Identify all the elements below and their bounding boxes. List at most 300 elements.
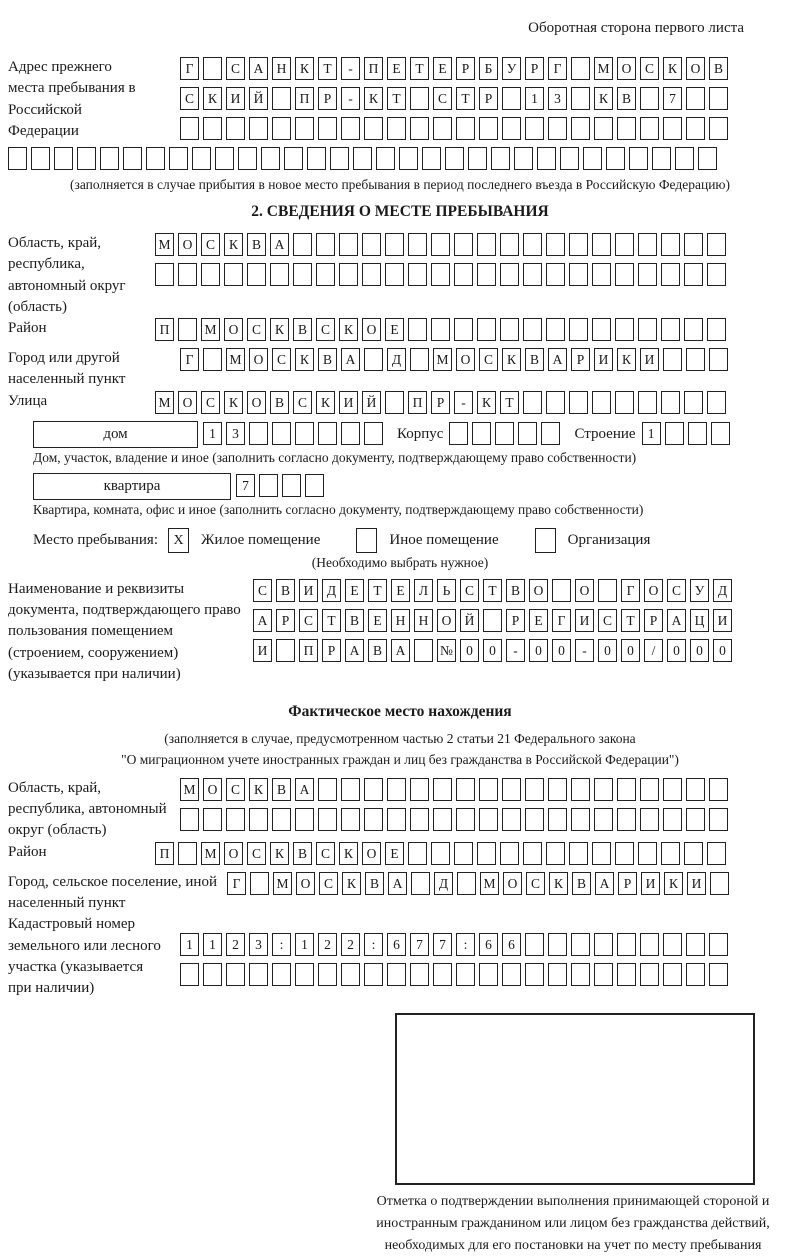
char-cell[interactable]: [548, 778, 567, 801]
char-cell[interactable]: [661, 318, 680, 341]
char-cell[interactable]: [615, 233, 634, 256]
char-cell[interactable]: [537, 147, 556, 170]
char-cell[interactable]: :: [456, 933, 475, 956]
char-cell[interactable]: В: [272, 778, 291, 801]
char-cell[interactable]: [684, 263, 703, 286]
char-cell[interactable]: Л: [414, 579, 433, 602]
char-cell[interactable]: [686, 778, 705, 801]
char-cell[interactable]: А: [391, 639, 410, 662]
char-cell[interactable]: [675, 147, 694, 170]
char-cell[interactable]: [203, 117, 222, 140]
char-cell[interactable]: А: [341, 348, 360, 371]
char-cell[interactable]: [387, 808, 406, 831]
char-cell[interactable]: Г: [548, 57, 567, 80]
checkbox-zhiloe[interactable]: X: [168, 528, 189, 553]
char-cell[interactable]: [661, 842, 680, 865]
char-cell[interactable]: :: [272, 933, 291, 956]
char-cell[interactable]: О: [362, 842, 381, 865]
char-cell[interactable]: К: [594, 87, 613, 110]
char-cell[interactable]: Г: [621, 579, 640, 602]
char-cell[interactable]: [318, 117, 337, 140]
char-cell[interactable]: О: [617, 57, 636, 80]
char-cell[interactable]: [548, 963, 567, 986]
char-cell[interactable]: С: [299, 609, 318, 632]
char-cell[interactable]: [707, 233, 726, 256]
char-cell[interactable]: Р: [506, 609, 525, 632]
char-cell[interactable]: [433, 778, 452, 801]
char-cell[interactable]: К: [270, 318, 289, 341]
char-cell[interactable]: М: [155, 391, 174, 414]
char-cell[interactable]: [523, 391, 542, 414]
char-cell[interactable]: 0: [667, 639, 686, 662]
char-cell[interactable]: [598, 579, 617, 602]
char-cell[interactable]: [640, 808, 659, 831]
char-cell[interactable]: [362, 263, 381, 286]
char-cell[interactable]: С: [598, 609, 617, 632]
char-cell[interactable]: [477, 842, 496, 865]
char-cell[interactable]: Д: [387, 348, 406, 371]
char-cell[interactable]: [249, 963, 268, 986]
char-cell[interactable]: К: [339, 842, 358, 865]
char-cell[interactable]: [652, 147, 671, 170]
char-cell[interactable]: [155, 263, 174, 286]
char-cell[interactable]: [284, 147, 303, 170]
char-cell[interactable]: [617, 778, 636, 801]
char-cell[interactable]: В: [506, 579, 525, 602]
char-cell[interactable]: Е: [529, 609, 548, 632]
char-cell[interactable]: Н: [391, 609, 410, 632]
char-cell[interactable]: 0: [483, 639, 502, 662]
char-cell[interactable]: 0: [460, 639, 479, 662]
char-cell[interactable]: 0: [529, 639, 548, 662]
char-cell[interactable]: [410, 117, 429, 140]
char-cell[interactable]: [617, 808, 636, 831]
char-cell[interactable]: В: [345, 609, 364, 632]
char-cell[interactable]: [385, 233, 404, 256]
char-cell[interactable]: [709, 348, 728, 371]
char-cell[interactable]: Д: [713, 579, 732, 602]
char-cell[interactable]: И: [641, 872, 660, 895]
char-cell[interactable]: [364, 778, 383, 801]
char-cell[interactable]: [276, 639, 295, 662]
char-cell[interactable]: [146, 147, 165, 170]
char-cell[interactable]: [663, 963, 682, 986]
char-cell[interactable]: [261, 147, 280, 170]
char-cell[interactable]: М: [180, 778, 199, 801]
char-cell[interactable]: [571, 778, 590, 801]
char-cell[interactable]: [686, 87, 705, 110]
char-cell[interactable]: [410, 348, 429, 371]
char-cell[interactable]: [638, 318, 657, 341]
char-cell[interactable]: [518, 422, 537, 445]
char-cell[interactable]: О: [529, 579, 548, 602]
char-cell[interactable]: [385, 263, 404, 286]
char-cell[interactable]: [364, 348, 383, 371]
char-cell[interactable]: [305, 474, 324, 497]
char-cell[interactable]: [571, 933, 590, 956]
char-cell[interactable]: В: [525, 348, 544, 371]
char-cell[interactable]: Е: [433, 57, 452, 80]
char-cell[interactable]: К: [339, 318, 358, 341]
char-cell[interactable]: [362, 233, 381, 256]
char-cell[interactable]: Й: [249, 87, 268, 110]
char-cell[interactable]: [431, 318, 450, 341]
char-cell[interactable]: [546, 842, 565, 865]
char-cell[interactable]: [707, 263, 726, 286]
char-cell[interactable]: [638, 842, 657, 865]
char-cell[interactable]: [226, 808, 245, 831]
char-cell[interactable]: 7: [236, 474, 255, 497]
char-cell[interactable]: О: [203, 778, 222, 801]
char-cell[interactable]: 3: [249, 933, 268, 956]
char-cell[interactable]: [272, 422, 291, 445]
char-cell[interactable]: [364, 963, 383, 986]
char-cell[interactable]: П: [295, 87, 314, 110]
char-cell[interactable]: [592, 391, 611, 414]
char-cell[interactable]: А: [388, 872, 407, 895]
char-cell[interactable]: [709, 778, 728, 801]
char-cell[interactable]: [640, 87, 659, 110]
char-cell[interactable]: [445, 147, 464, 170]
char-cell[interactable]: П: [364, 57, 383, 80]
char-cell[interactable]: [640, 933, 659, 956]
char-cell[interactable]: И: [575, 609, 594, 632]
char-cell[interactable]: [525, 778, 544, 801]
char-cell[interactable]: 7: [663, 87, 682, 110]
char-cell[interactable]: [548, 117, 567, 140]
char-cell[interactable]: [594, 778, 613, 801]
char-cell[interactable]: [502, 808, 521, 831]
char-cell[interactable]: 1: [203, 933, 222, 956]
char-cell[interactable]: [414, 639, 433, 662]
char-cell[interactable]: [592, 318, 611, 341]
char-cell[interactable]: [364, 422, 383, 445]
char-cell[interactable]: 0: [598, 639, 617, 662]
char-cell[interactable]: [169, 147, 188, 170]
char-cell[interactable]: Р: [479, 87, 498, 110]
char-cell[interactable]: [688, 422, 707, 445]
char-cell[interactable]: Т: [456, 87, 475, 110]
char-cell[interactable]: К: [295, 57, 314, 80]
char-cell[interactable]: С: [201, 233, 220, 256]
char-cell[interactable]: [270, 263, 289, 286]
char-cell[interactable]: [411, 872, 430, 895]
char-cell[interactable]: С: [319, 872, 338, 895]
char-cell[interactable]: Е: [385, 318, 404, 341]
char-cell[interactable]: [341, 963, 360, 986]
char-cell[interactable]: А: [345, 639, 364, 662]
char-cell[interactable]: [615, 391, 634, 414]
char-cell[interactable]: С: [226, 57, 245, 80]
char-cell[interactable]: [341, 778, 360, 801]
char-cell[interactable]: О: [456, 348, 475, 371]
char-cell[interactable]: М: [594, 57, 613, 80]
char-cell[interactable]: [295, 963, 314, 986]
char-cell[interactable]: -: [506, 639, 525, 662]
char-cell[interactable]: [224, 263, 243, 286]
char-cell[interactable]: [431, 263, 450, 286]
char-cell[interactable]: К: [663, 57, 682, 80]
char-cell[interactable]: Б: [479, 57, 498, 80]
char-cell[interactable]: [525, 808, 544, 831]
char-cell[interactable]: 2: [341, 933, 360, 956]
char-cell[interactable]: [477, 233, 496, 256]
char-cell[interactable]: [226, 963, 245, 986]
char-cell[interactable]: [665, 422, 684, 445]
char-cell[interactable]: [477, 263, 496, 286]
char-cell[interactable]: [178, 263, 197, 286]
char-cell[interactable]: [640, 778, 659, 801]
char-cell[interactable]: Р: [318, 87, 337, 110]
char-cell[interactable]: [569, 391, 588, 414]
char-cell[interactable]: И: [594, 348, 613, 371]
char-cell[interactable]: [54, 147, 73, 170]
char-cell[interactable]: [707, 318, 726, 341]
char-cell[interactable]: [178, 842, 197, 865]
char-cell[interactable]: Ь: [437, 579, 456, 602]
char-cell[interactable]: [180, 117, 199, 140]
char-cell[interactable]: [709, 933, 728, 956]
char-cell[interactable]: [364, 808, 383, 831]
char-cell[interactable]: [617, 117, 636, 140]
char-cell[interactable]: [663, 117, 682, 140]
char-cell[interactable]: К: [502, 348, 521, 371]
char-cell[interactable]: С: [526, 872, 545, 895]
char-cell[interactable]: [546, 263, 565, 286]
char-cell[interactable]: [523, 318, 542, 341]
char-cell[interactable]: Н: [272, 57, 291, 80]
char-cell[interactable]: О: [249, 348, 268, 371]
char-cell[interactable]: И: [713, 609, 732, 632]
char-cell[interactable]: 2: [318, 933, 337, 956]
char-cell[interactable]: [571, 808, 590, 831]
char-cell[interactable]: [640, 117, 659, 140]
char-cell[interactable]: [192, 147, 211, 170]
char-cell[interactable]: К: [342, 872, 361, 895]
char-cell[interactable]: [502, 87, 521, 110]
char-cell[interactable]: М: [226, 348, 245, 371]
char-cell[interactable]: 7: [410, 933, 429, 956]
char-cell[interactable]: [454, 263, 473, 286]
char-cell[interactable]: [203, 348, 222, 371]
char-cell[interactable]: [523, 842, 542, 865]
char-cell[interactable]: [250, 872, 269, 895]
char-cell[interactable]: [341, 117, 360, 140]
char-cell[interactable]: В: [247, 233, 266, 256]
char-cell[interactable]: О: [247, 391, 266, 414]
char-cell[interactable]: А: [270, 233, 289, 256]
char-cell[interactable]: В: [368, 639, 387, 662]
char-cell[interactable]: К: [664, 872, 683, 895]
char-cell[interactable]: [709, 87, 728, 110]
char-cell[interactable]: [571, 57, 590, 80]
char-cell[interactable]: [387, 963, 406, 986]
char-cell[interactable]: И: [253, 639, 272, 662]
char-cell[interactable]: Т: [410, 57, 429, 80]
char-cell[interactable]: О: [296, 872, 315, 895]
char-cell[interactable]: К: [249, 778, 268, 801]
char-cell[interactable]: [247, 263, 266, 286]
char-cell[interactable]: [454, 842, 473, 865]
char-cell[interactable]: П: [299, 639, 318, 662]
char-cell[interactable]: Е: [345, 579, 364, 602]
char-cell[interactable]: [410, 808, 429, 831]
char-cell[interactable]: [502, 117, 521, 140]
char-cell[interactable]: [341, 808, 360, 831]
char-cell[interactable]: [552, 579, 571, 602]
char-cell[interactable]: [203, 963, 222, 986]
char-cell[interactable]: [663, 778, 682, 801]
char-cell[interactable]: 0: [552, 639, 571, 662]
char-cell[interactable]: [272, 963, 291, 986]
char-cell[interactable]: В: [318, 348, 337, 371]
char-cell[interactable]: [661, 263, 680, 286]
char-cell[interactable]: [500, 842, 519, 865]
char-cell[interactable]: [364, 117, 383, 140]
char-cell[interactable]: П: [408, 391, 427, 414]
char-cell[interactable]: [663, 933, 682, 956]
char-cell[interactable]: О: [178, 233, 197, 256]
char-cell[interactable]: [709, 963, 728, 986]
char-cell[interactable]: 6: [502, 933, 521, 956]
char-cell[interactable]: Р: [644, 609, 663, 632]
char-cell[interactable]: [238, 147, 257, 170]
char-cell[interactable]: [686, 348, 705, 371]
char-cell[interactable]: [410, 778, 429, 801]
char-cell[interactable]: [456, 117, 475, 140]
char-cell[interactable]: [500, 263, 519, 286]
char-cell[interactable]: [686, 933, 705, 956]
char-cell[interactable]: О: [224, 318, 243, 341]
char-cell[interactable]: [282, 474, 301, 497]
char-cell[interactable]: К: [617, 348, 636, 371]
char-cell[interactable]: П: [155, 318, 174, 341]
char-cell[interactable]: [560, 147, 579, 170]
char-cell[interactable]: [514, 147, 533, 170]
char-cell[interactable]: [410, 87, 429, 110]
char-cell[interactable]: И: [640, 348, 659, 371]
char-cell[interactable]: [546, 391, 565, 414]
char-cell[interactable]: В: [293, 842, 312, 865]
char-cell[interactable]: Т: [621, 609, 640, 632]
char-cell[interactable]: 6: [387, 933, 406, 956]
char-cell[interactable]: [710, 872, 729, 895]
char-cell[interactable]: [203, 808, 222, 831]
char-cell[interactable]: [583, 147, 602, 170]
char-cell[interactable]: [606, 147, 625, 170]
char-cell[interactable]: [295, 808, 314, 831]
char-cell[interactable]: [569, 318, 588, 341]
char-cell[interactable]: [272, 87, 291, 110]
char-cell[interactable]: [431, 842, 450, 865]
char-cell[interactable]: К: [477, 391, 496, 414]
char-cell[interactable]: [709, 117, 728, 140]
char-cell[interactable]: [123, 147, 142, 170]
char-cell[interactable]: [295, 117, 314, 140]
char-cell[interactable]: О: [224, 842, 243, 865]
char-cell[interactable]: 7: [433, 933, 452, 956]
char-cell[interactable]: [307, 147, 326, 170]
char-cell[interactable]: [456, 963, 475, 986]
char-cell[interactable]: [215, 147, 234, 170]
char-cell[interactable]: К: [316, 391, 335, 414]
char-cell[interactable]: [431, 233, 450, 256]
char-cell[interactable]: Р: [431, 391, 450, 414]
char-cell[interactable]: [318, 963, 337, 986]
char-cell[interactable]: [569, 263, 588, 286]
char-cell[interactable]: У: [502, 57, 521, 80]
char-cell[interactable]: С: [272, 348, 291, 371]
char-cell[interactable]: 1: [203, 422, 222, 445]
char-cell[interactable]: [385, 391, 404, 414]
char-cell[interactable]: В: [365, 872, 384, 895]
char-cell[interactable]: [449, 422, 468, 445]
char-cell[interactable]: С: [180, 87, 199, 110]
char-cell[interactable]: [479, 963, 498, 986]
char-cell[interactable]: И: [339, 391, 358, 414]
char-cell[interactable]: [594, 963, 613, 986]
char-cell[interactable]: [316, 233, 335, 256]
char-cell[interactable]: [500, 233, 519, 256]
char-cell[interactable]: Т: [368, 579, 387, 602]
char-cell[interactable]: [569, 233, 588, 256]
char-cell[interactable]: [525, 963, 544, 986]
char-cell[interactable]: К: [295, 348, 314, 371]
char-cell[interactable]: [638, 233, 657, 256]
char-cell[interactable]: С: [460, 579, 479, 602]
char-cell[interactable]: [272, 117, 291, 140]
house-type-box[interactable]: дом: [33, 421, 198, 448]
char-cell[interactable]: Е: [368, 609, 387, 632]
char-cell[interactable]: Р: [525, 57, 544, 80]
char-cell[interactable]: О: [686, 57, 705, 80]
char-cell[interactable]: [339, 233, 358, 256]
char-cell[interactable]: Р: [276, 609, 295, 632]
char-cell[interactable]: [100, 147, 119, 170]
char-cell[interactable]: О: [437, 609, 456, 632]
char-cell[interactable]: Д: [434, 872, 453, 895]
char-cell[interactable]: И: [226, 87, 245, 110]
char-cell[interactable]: Д: [322, 579, 341, 602]
char-cell[interactable]: [663, 348, 682, 371]
char-cell[interactable]: А: [295, 778, 314, 801]
char-cell[interactable]: 2: [226, 933, 245, 956]
char-cell[interactable]: Й: [362, 391, 381, 414]
char-cell[interactable]: [571, 117, 590, 140]
char-cell[interactable]: 3: [226, 422, 245, 445]
char-cell[interactable]: [594, 117, 613, 140]
char-cell[interactable]: [684, 842, 703, 865]
char-cell[interactable]: [433, 117, 452, 140]
char-cell[interactable]: Г: [227, 872, 246, 895]
char-cell[interactable]: Й: [460, 609, 479, 632]
char-cell[interactable]: Т: [318, 57, 337, 80]
char-cell[interactable]: -: [454, 391, 473, 414]
char-cell[interactable]: Е: [391, 579, 410, 602]
char-cell[interactable]: А: [595, 872, 614, 895]
char-cell[interactable]: [500, 318, 519, 341]
char-cell[interactable]: 0: [621, 639, 640, 662]
char-cell[interactable]: [569, 842, 588, 865]
char-cell[interactable]: [541, 422, 560, 445]
char-cell[interactable]: Р: [322, 639, 341, 662]
char-cell[interactable]: С: [316, 318, 335, 341]
char-cell[interactable]: М: [201, 842, 220, 865]
char-cell[interactable]: -: [575, 639, 594, 662]
char-cell[interactable]: -: [341, 57, 360, 80]
char-cell[interactable]: [259, 474, 278, 497]
char-cell[interactable]: С: [433, 87, 452, 110]
